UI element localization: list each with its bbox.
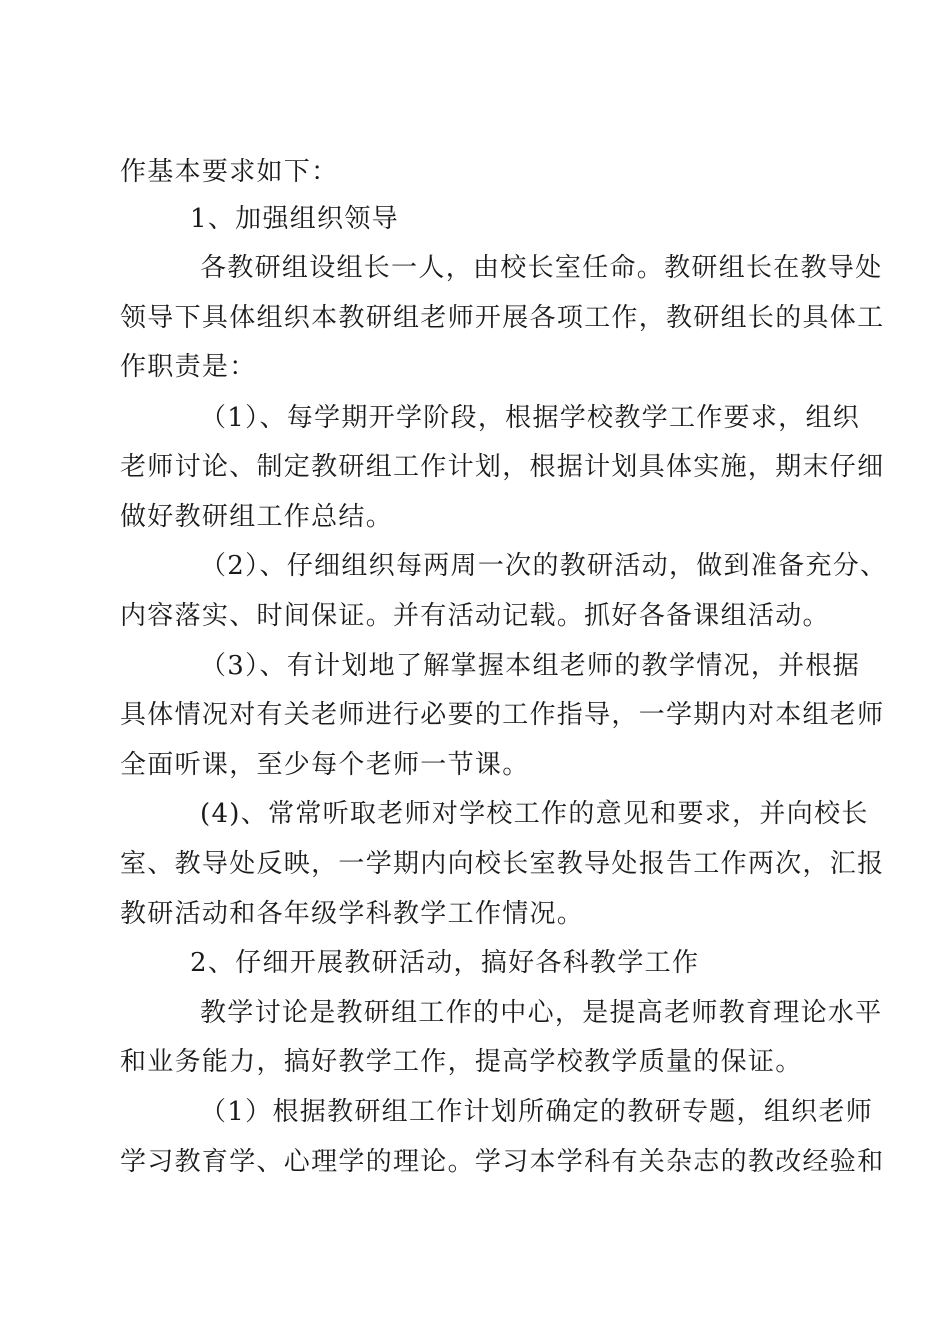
section-heading: 2、仔细开展教研活动，搞好各科教学工作 bbox=[190, 948, 700, 978]
text-line: 具体情况对有关老师进行必要的工作指导，一学期内对本组老师 bbox=[120, 700, 885, 730]
text-line: 做好教研组工作总结。 bbox=[120, 502, 394, 532]
text-line: 教学讨论是教研组工作的中心，是提高老师教育理论水平 bbox=[200, 998, 883, 1028]
text-line: 和业务能力，搞好教学工作，提高学校教学质量的保证。 bbox=[120, 1047, 803, 1077]
text-line: （3）、有计划地了解掌握本组老师的教学情况，并根据 bbox=[200, 651, 861, 681]
text-line: （1）、每学期开学阶段，根据学校教学工作要求，组织 bbox=[200, 403, 861, 433]
text-line: 教研活动和各年级学科教学工作情况。 bbox=[120, 899, 585, 929]
text-line: 作基本要求如下： bbox=[120, 157, 339, 187]
text-line: 学习教育学、心理学的理论。学习本学科有关杂志的教改经验和 bbox=[120, 1147, 885, 1177]
section-heading: 1、加强组织领导 bbox=[190, 204, 399, 234]
text-line: (4)、常常听取老师对学校工作的意见和要求，并向校长 bbox=[200, 799, 869, 829]
text-line: （1）根据教研组工作计划所确定的教研专题，组织老师 bbox=[200, 1097, 874, 1127]
text-line: （2）、仔细组织每两周一次的教研活动，做到准备充分、 bbox=[200, 551, 888, 581]
text-line: 室、教导处反映，一学期内向校长室教导处报告工作两次，汇报 bbox=[120, 849, 885, 879]
text-line: 老师讨论、制定教研组工作计划，根据计划具体实施，期末仔细 bbox=[120, 452, 885, 482]
text-line: 全面听课，至少每个老师一节课。 bbox=[120, 750, 530, 780]
text-line: 内容落实、时间保证。并有活动记载。抓好各备课组活动。 bbox=[120, 601, 830, 631]
text-line: 作职责是： bbox=[120, 352, 257, 382]
text-line: 领导下具体组织本教研组老师开展各项工作，教研组长的具体工 bbox=[120, 303, 885, 333]
text-line: 各教研组设组长一人，由校长室任命。教研组长在教导处 bbox=[200, 253, 883, 283]
